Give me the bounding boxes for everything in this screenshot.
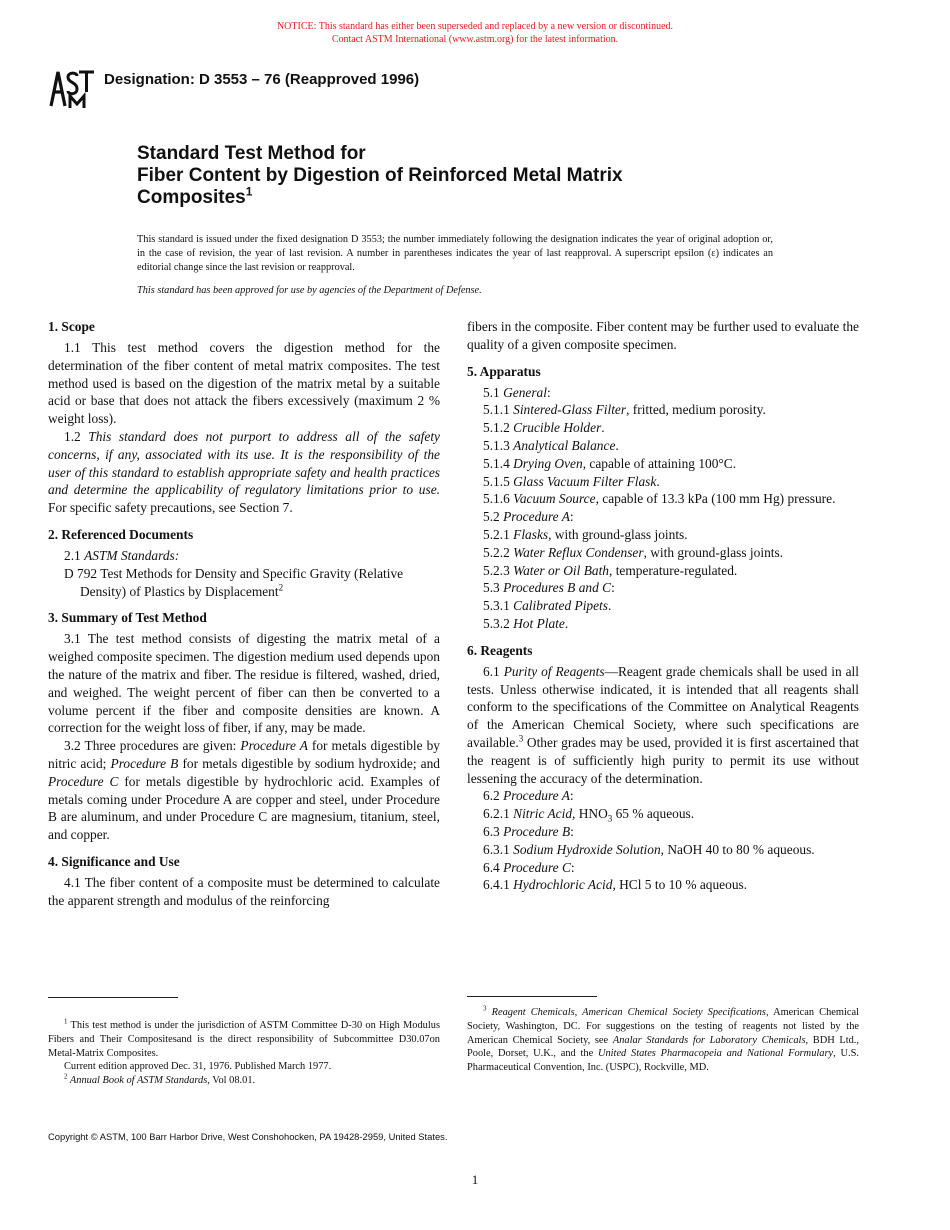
- paragraph-6-2: [467, 787, 859, 805]
- paragraph-number: 5.1.1: [483, 402, 514, 418]
- paragraph-4-1-part-1: 4.1 The fiber content of a composite must be determined to calculate the apparent strength and modulus of the reinforcing: [48, 874, 440, 908]
- item-rest: :: [546, 384, 551, 400]
- paragraph-4-1-part-2: fibers in the composite. Fiber content may be further used to evaluate the quality of a given composite specimen.: [467, 319, 859, 352]
- item-rest: , with ground-glass joints.: [643, 544, 784, 560]
- item-rest: :: [570, 823, 574, 839]
- paragraph-number: 6.3: [483, 823, 504, 839]
- paragraph-3-2: [48, 737, 440, 844]
- astm-logo-icon: [48, 66, 96, 110]
- item-rest: :: [611, 580, 615, 596]
- item-rest: .: [615, 437, 619, 453]
- p61-text-b: Other grades may be used, provided it is first ascertained that the reagent is of sufficiently high purity to permit its use without lessening the accuracy of the determination.: [467, 734, 859, 786]
- item-label: Nitric Acid: [513, 806, 573, 822]
- apparatus-list: [467, 384, 859, 633]
- astm-standards-label: ASTM Standards:: [84, 547, 180, 563]
- footnote-3: [467, 1006, 859, 1075]
- paragraph-number: 6.2.1: [483, 806, 514, 822]
- apparatus-item: [467, 562, 859, 580]
- item-label: Flasks: [513, 526, 549, 542]
- section-heading-apparatus: 5. Apparatus: [467, 363, 541, 379]
- apparatus-item: [467, 544, 859, 562]
- footnote-3-title-1: Reagent Chemicals, American Chemical Society Specifications: [486, 1007, 766, 1018]
- item-label: Procedure A: [503, 788, 570, 804]
- p61-text-a: —Reagent grade chemicals shall be used in all tests. Unless otherwise indicated, it is intended that all reagents shall conform to the specifications of the Committee on Analytical Reagents of the American Chemical Society, where such specifications are available.: [467, 663, 859, 750]
- paragraph-number: 5.1: [483, 384, 504, 400]
- apparatus-item: [467, 508, 859, 526]
- notice-line-1: NOTICE: This standard has either been superseded and replaced by a new version or discontinued.: [276, 21, 674, 32]
- designation: Designation: D 3553 – 76 (Reapproved 1996): [104, 71, 420, 88]
- paragraph-2-1: [48, 547, 440, 565]
- item-label: Procedure A: [503, 509, 570, 525]
- paragraph-number: 5.2: [483, 509, 504, 525]
- paragraph-3-1: 3.1 The test method consists of digesting the matrix metal of a weighed composite specimen. The digestion medium used depends upon the nature of the matrix and fiber. The residue is filtered, washed, dried, and weighed. The weight percent of fiber can then be converted to a volume percent if the fiber and composite densities are known. A correction for the weight loss of fiber, if any, may be made.: [48, 631, 440, 736]
- paragraph-number: 5.3.1: [483, 598, 514, 614]
- item-rest: , temperature-regulated.: [609, 562, 738, 578]
- paragraph-number: 5.2.3: [483, 562, 514, 578]
- item-label: Water Reflux Condenser: [513, 544, 644, 560]
- item-rest: :: [570, 859, 575, 875]
- apparatus-item: [467, 615, 859, 633]
- title-line-2: Fiber Content by Digestion of Reinforced Metal Matrix: [137, 165, 623, 186]
- astm-logo-lettering: ASTM: [48, 66, 51, 67]
- paragraph-number: 5.1.6: [483, 491, 514, 507]
- item-rest: .: [656, 473, 660, 489]
- item-label: Analytical Balance: [513, 437, 616, 453]
- apparatus-item: [467, 401, 859, 419]
- section-heading-reagents: 6. Reagents: [467, 642, 533, 658]
- paragraph-1-2: [48, 428, 440, 517]
- reference-d792: [48, 565, 440, 601]
- item-rest: .: [564, 615, 569, 631]
- document-title: [137, 143, 817, 209]
- supersession-notice: [0, 20, 950, 46]
- item-formula: , HNO: [572, 806, 608, 822]
- paragraph-number: 6.4.1: [483, 877, 514, 893]
- p32-procedure-a: Procedure A: [240, 738, 308, 754]
- footnote-1-edition: Current edition approved Dec. 31, 1976. Published March 1977.: [64, 1061, 332, 1073]
- page-number: 1: [471, 1172, 479, 1187]
- copyright-line: Copyright © ASTM, 100 Barr Harbor Drive, West Conshohocken, PA 19428-2959, United States.: [48, 1131, 448, 1142]
- item-label: Procedures B and C: [503, 580, 612, 596]
- paragraph-number: 5.3: [483, 580, 504, 596]
- notice-line-2: Contact ASTM International (www.astm.org) for the latest information.: [331, 34, 619, 45]
- item-label: Procedure B: [503, 823, 571, 839]
- paragraph-number: 5.3.2: [483, 615, 514, 631]
- footnote-3-title-3: United States Pharmacopeia and National Formulary: [597, 1048, 834, 1060]
- title-footnote-ref: 1: [245, 184, 253, 199]
- purity-of-reagents-label: Purity of Reagents: [503, 663, 605, 679]
- footnote-2-title: Annual Book of ASTM Standards: [67, 1075, 208, 1087]
- paragraph-number: 5.2.1: [483, 526, 514, 542]
- footnote-2-text: , Vol 08.01.: [207, 1075, 256, 1087]
- paragraph-6-4-1: [467, 876, 859, 894]
- apparatus-item: [467, 455, 859, 473]
- item-label: Vacuum Source: [513, 491, 596, 507]
- paragraph-6-1: [467, 663, 859, 788]
- dod-approval-statement: This standard has been approved for use by agencies of the Department of Defense.: [137, 285, 482, 296]
- paragraph-number: 6.3.1: [483, 841, 514, 857]
- title-line-3: [137, 184, 817, 209]
- item-rest: , HCl 5 to 10 % aqueous.: [612, 877, 748, 893]
- title-line-3-text: Composites: [137, 187, 246, 208]
- footnote-3-mark: 3: [483, 1004, 487, 1013]
- paragraph-6-4: [467, 859, 859, 877]
- item-label: Drying Oven: [513, 455, 583, 471]
- footnote-1-mark: 1: [64, 1017, 68, 1026]
- item-label: Hot Plate: [513, 615, 565, 631]
- p32-procedure-b: Procedure B: [110, 755, 179, 771]
- footnote-2-mark: 2: [64, 1072, 68, 1081]
- paragraph-number: 5.1.4: [483, 455, 514, 471]
- item-rest: :: [569, 788, 574, 804]
- apparatus-item: [467, 384, 859, 402]
- item-rest: , with ground-glass joints.: [548, 526, 688, 542]
- footnote-ref-3: 3: [518, 733, 524, 744]
- footnote-2: [48, 1074, 440, 1088]
- left-column: [48, 318, 440, 910]
- apparatus-item: [467, 579, 859, 597]
- paragraph-1-1: 1.1 This test method covers the digestion method for the determination of the fiber content of metal matrix composites. The test method used is based on the digestion of the matrix metal by a suitable acid or base that does not attack the fibers excessively (maximum 2 % weight loss).: [48, 340, 440, 427]
- p32-text-e: for metals digestible by sodium hydroxide; and: [178, 755, 440, 771]
- paragraph-number: 6.4: [483, 859, 504, 875]
- paragraph-number: 2.1: [64, 547, 85, 563]
- paragraph-number: 5.2.2: [483, 544, 514, 560]
- item-label: Sodium Hydroxide Solution: [513, 841, 661, 857]
- footnote-ref-2: 2: [278, 582, 284, 593]
- p32-text-c: for metals digestible by nitric acid;: [48, 738, 440, 771]
- section-heading-referenced-documents: 2. Referenced Documents: [48, 526, 194, 542]
- footnote-divider-left: [48, 997, 178, 998]
- item-label: Hydrochloric Acid: [513, 877, 613, 893]
- footnotes-left: [48, 1019, 440, 1088]
- item-rest: .: [601, 420, 605, 436]
- apparatus-item: [467, 473, 859, 491]
- footnote-1: [48, 1019, 440, 1060]
- item-label: General: [503, 384, 547, 400]
- item-label: Sintered-Glass Filter: [513, 402, 627, 418]
- footnote-divider-right: [467, 996, 597, 997]
- apparatus-item: [467, 437, 859, 455]
- item-rest: , capable of 13.3 kPa (100 mm Hg) pressure.: [595, 491, 836, 507]
- p32-text-g: for metals digestible by hydrochloric acid. Examples of metals coming under Procedure A are copper and steel, under Procedure B are aluminum, and under Procedure C are magnesium, titanium, steel, and copper.: [48, 773, 440, 843]
- paragraph-number: 5.1.3: [483, 437, 514, 453]
- safety-reference: For specific safety precautions, see Section 7.: [48, 500, 293, 516]
- footnote-3-text-a: , American Chemical Society, Washington, DC. For suggestions on the testing of reagents not listed by the American Chemical Society, see: [467, 1007, 859, 1046]
- paragraph-number: 6.1: [483, 663, 504, 679]
- paragraph-number: 1.2: [64, 428, 89, 444]
- p32-text-a: 3.2 Three procedures are given:: [64, 738, 241, 754]
- item-rest: :: [569, 509, 574, 525]
- section-heading-summary: 3. Summary of Test Method: [48, 610, 207, 626]
- item-label: Glass Vacuum Filter Flask: [513, 473, 657, 489]
- paragraph-6-3: [467, 823, 859, 841]
- reference-d792-text: D 792 Test Methods for Density and Specific Gravity (Relative Density) of Plastics by Displacement: [64, 565, 404, 599]
- item-rest: .: [608, 598, 612, 614]
- item-rest: , NaOH 40 to 80 % aqueous.: [660, 841, 815, 857]
- item-rest: , fritted, medium porosity.: [626, 402, 766, 418]
- item-label: Procedure C: [503, 859, 571, 875]
- right-column: [467, 318, 859, 894]
- paragraph-number: 6.2: [483, 788, 504, 804]
- section-heading-significance: 4. Significance and Use: [48, 853, 180, 869]
- item-label: Water or Oil Bath: [513, 562, 609, 578]
- footnote-3-text-c: , U.S. Pharmaceutical Convention, Inc. (USPC), Rockville, MD.: [467, 1048, 859, 1074]
- footnotes-right: [467, 1006, 859, 1075]
- paragraph-number: 5.1.5: [483, 473, 514, 489]
- footnote-3-title-2: Analar Standards for Laboratory Chemicals: [612, 1034, 806, 1046]
- footnote-3-text-b: , BDH Ltd., Poole, Dorset, U.K., and the: [467, 1034, 860, 1060]
- apparatus-item: [467, 526, 859, 544]
- safety-caveat: This standard does not purport to address all of the safety concerns, if any, associated with its use. It is the responsibility of the user of this standard to establish appropriate safety and health practices and determine the applicability of regulatory limitations prior to use.: [48, 428, 440, 498]
- p32-procedure-c: Procedure C: [48, 773, 119, 789]
- issuance-statement: This standard is issued under the fixed designation D 3553; the number immediately following the designation indicates the year of original adoption or, in the case of revision, the year of last revision. A number in parentheses indicates the year of last reapproval. A superscript epsilon (ε) indicates an editorial change since the last revision or reapproval.: [137, 234, 773, 273]
- paragraph-number: 5.1.2: [483, 420, 514, 436]
- paragraph-6-3-1: [467, 841, 859, 859]
- item-rest: , capable of attaining 100°C.: [582, 455, 737, 471]
- footnote-1-text: This test method is under the jurisdiction of ASTM Committee D-30 on High Modulus Fibers and Their Compositesand is the direct responsibility of Subcommittee D30.07on Metal-Matrix Composites.: [48, 1020, 440, 1059]
- section-heading-scope: 1. Scope: [48, 319, 95, 334]
- item-subscript: 3: [607, 813, 613, 824]
- item-label: Crucible Holder: [513, 420, 602, 436]
- apparatus-item: [467, 419, 859, 437]
- paragraph-6-2-1: [467, 805, 859, 823]
- apparatus-item: [467, 490, 859, 508]
- title-line-1: Standard Test Method for: [137, 143, 366, 164]
- item-rest: 65 % aqueous.: [612, 806, 695, 822]
- apparatus-item: [467, 597, 859, 615]
- item-label: Calibrated Pipets: [513, 598, 608, 614]
